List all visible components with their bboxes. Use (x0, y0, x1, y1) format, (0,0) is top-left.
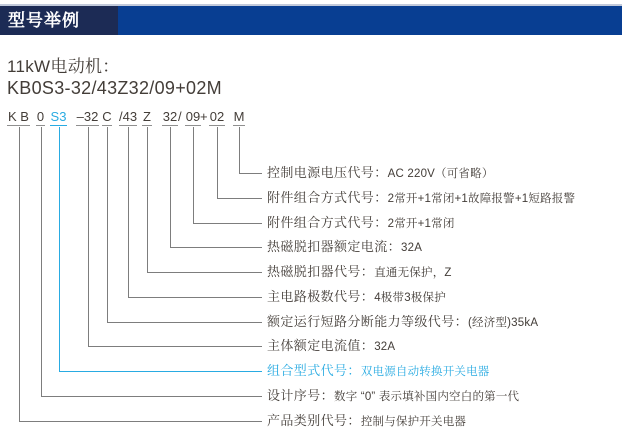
connector-line-horizontal (193, 223, 262, 224)
label-name: 热磁脱扣器代号： (267, 264, 375, 279)
label-row-pole-number (267, 289, 446, 305)
connector-line-horizontal (19, 421, 263, 422)
label-value: 2常开+1常闭+1故障报警+1短路报警 (387, 193, 576, 205)
label-name: 设计序号： (267, 388, 335, 403)
code-segment-32a: –32 (76, 109, 99, 124)
connector-line-horizontal (128, 297, 262, 298)
label-value: 双电源自动转换开关电器 (360, 366, 490, 378)
code-separator-slash: / (178, 109, 182, 124)
label-row-product-category (267, 413, 466, 429)
label-name: 附件组合方式代号： (267, 215, 388, 230)
label-name: 控制电源电压代号： (267, 165, 388, 180)
full-model-number: KB0S3-32/43Z32/09+02M (7, 78, 222, 98)
connector-line-horizontal (170, 247, 262, 248)
connector-line-vertical (88, 127, 89, 346)
label-row-trip-current (267, 239, 422, 255)
label-name: 主电路极数代号： (267, 289, 375, 304)
label-row-accessory-combo-2 (267, 190, 575, 206)
code-segment-0: 0 (36, 109, 45, 124)
connector-line-vertical (239, 127, 240, 173)
section-header-banner (0, 4, 622, 35)
label-name: 组合型式代号： (267, 363, 361, 378)
page-title: 型号举例 (8, 11, 80, 30)
connector-line-horizontal (107, 322, 262, 323)
code-segment-c: C (102, 109, 112, 124)
label-name: 主体额定电流值： (267, 338, 375, 353)
label-value: 32A (374, 341, 396, 353)
label-name: 热磁脱扣器额定电流： (267, 239, 402, 254)
connector-line-vertical (41, 127, 42, 396)
connector-line-horizontal (217, 198, 262, 199)
code-segment-32b: 32 (162, 109, 178, 124)
label-row-design-serial (267, 388, 519, 404)
connector-line-vertical (128, 127, 129, 297)
label-value: 直通无保护，Z (374, 267, 452, 279)
connector-line-horizontal (41, 396, 263, 397)
connector-line-vertical (147, 127, 148, 272)
code-segment-z: Z (143, 109, 151, 124)
label-value: 4极带3极保护 (374, 292, 446, 304)
label-row-accessory-combo-1 (267, 215, 455, 231)
code-segment-02: 02 (209, 109, 225, 124)
code-segment-s3: S3 (50, 109, 67, 124)
label-row-rated-current (267, 338, 395, 354)
label-value: (经济型)35kA (468, 317, 539, 329)
connector-line-vertical (59, 127, 60, 371)
code-separator-plus: + (200, 109, 208, 124)
code-segment-09: 09 (185, 109, 201, 124)
label-name: 附件组合方式代号： (267, 190, 388, 205)
code-segment-m: M (233, 109, 245, 124)
label-row-control-voltage (267, 165, 494, 181)
label-value: 控制与保护开关电器 (360, 416, 467, 428)
label-value: 32A (401, 242, 423, 254)
code-segment-43: /43 (119, 109, 138, 124)
connector-line-vertical (19, 127, 20, 421)
connector-line-vertical (217, 127, 218, 198)
label-value: AC 220V（可省略） (387, 168, 494, 180)
label-value: 2常开+1常闭 (387, 218, 455, 230)
connector-line-vertical (193, 127, 194, 223)
connector-line-vertical (170, 127, 171, 247)
label-row-trip-code (267, 264, 452, 280)
connector-line-horizontal (88, 346, 263, 347)
code-segment-kb: K B (8, 109, 29, 124)
label-name: 额定运行短路分断能力等级代号： (267, 314, 469, 329)
label-row-combination-type (267, 363, 490, 379)
label-value: 数字 “0” 表示填补国内空白的第一代 (334, 391, 520, 403)
label-name: 产品类别代号： (267, 413, 361, 428)
label-row-breaking-capacity (267, 314, 538, 330)
connector-line-vertical (107, 127, 108, 322)
motor-spec-line: 11kW电动机： (7, 57, 120, 76)
connector-line-horizontal (147, 272, 262, 273)
connector-line-horizontal (239, 173, 262, 174)
connector-line-horizontal (59, 371, 263, 372)
